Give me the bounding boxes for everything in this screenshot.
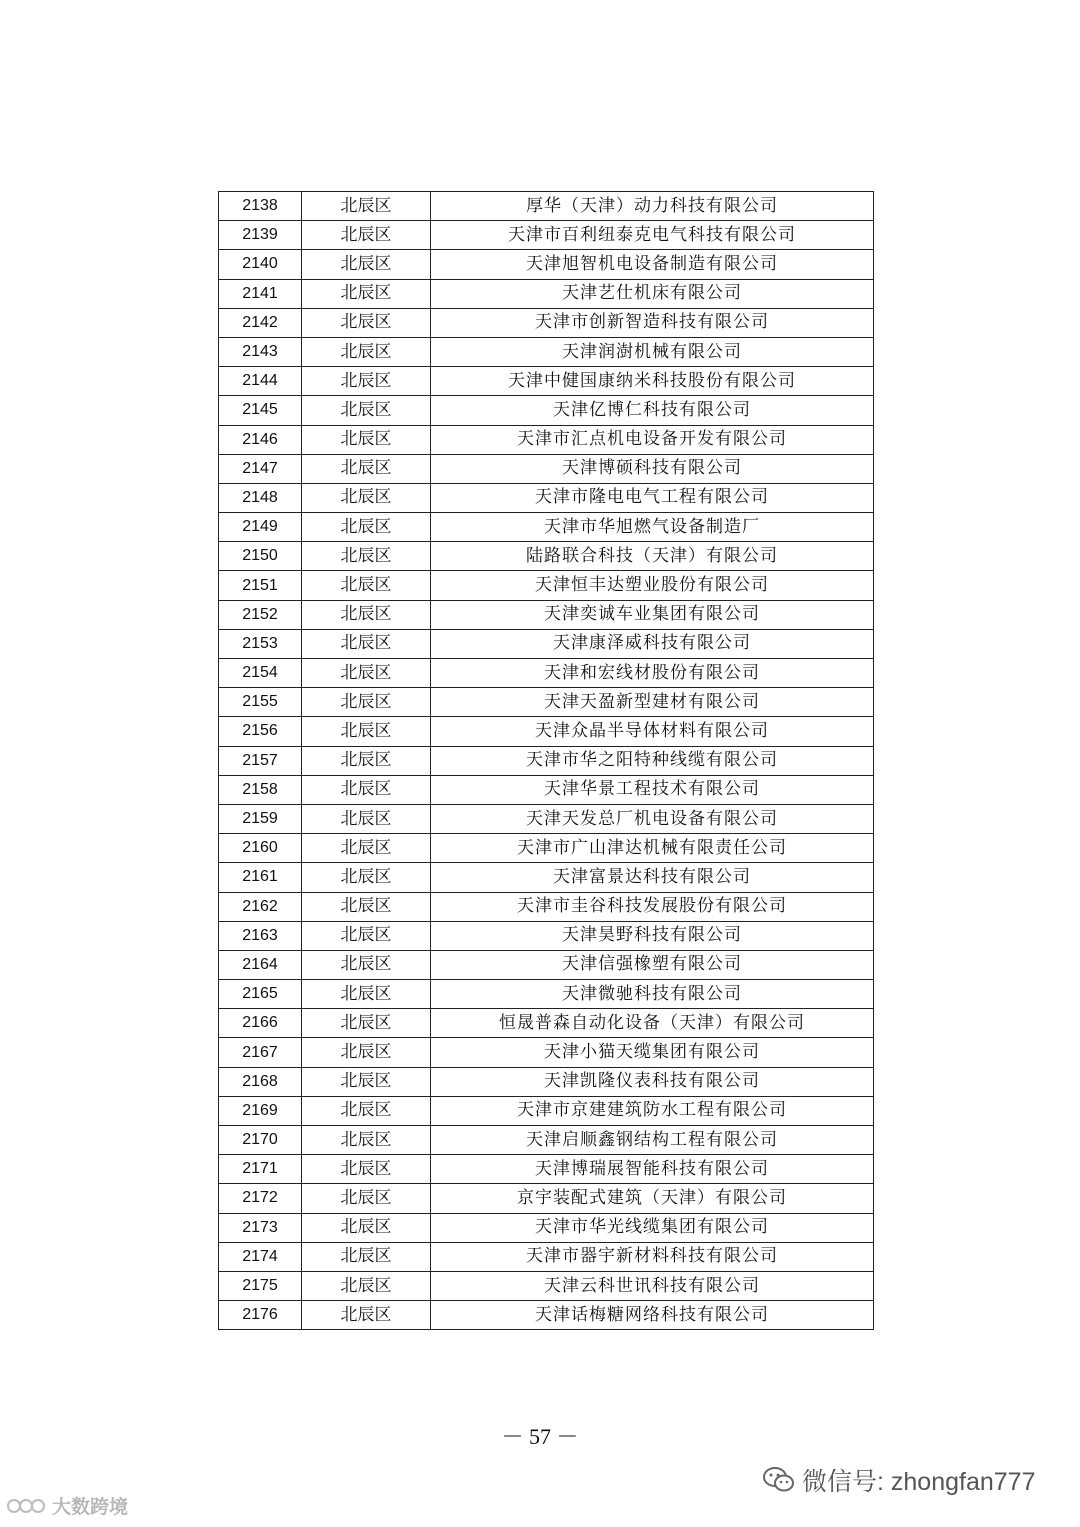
- table-row: [219, 425, 874, 454]
- company-name-cell: 天津中健国康纳米科技股份有限公司: [431, 367, 874, 396]
- table-row: [219, 1155, 874, 1184]
- district-cell: 北辰区: [302, 892, 431, 921]
- table-row: [219, 892, 874, 921]
- row-number-cell: 2166: [219, 1009, 302, 1038]
- district-cell: 北辰区: [302, 483, 431, 512]
- company-name-cell: 天津富景达科技有限公司: [431, 863, 874, 892]
- company-name-cell: 天津市华旭燃气设备制造厂: [431, 513, 874, 542]
- district-cell: 北辰区: [302, 746, 431, 775]
- table-row: [219, 1126, 874, 1155]
- row-number-cell: 2156: [219, 717, 302, 746]
- table-row: [219, 1242, 874, 1271]
- row-number-cell: 2162: [219, 892, 302, 921]
- table-row: [219, 308, 874, 337]
- row-number-cell: 2172: [219, 1184, 302, 1213]
- company-name-cell: 天津微驰科技有限公司: [431, 980, 874, 1009]
- district-cell: 北辰区: [302, 1038, 431, 1067]
- company-name-cell: 天津信强橡塑有限公司: [431, 950, 874, 979]
- row-number-cell: 2152: [219, 600, 302, 629]
- company-name-cell: 天津华景工程技术有限公司: [431, 775, 874, 804]
- district-cell: 北辰区: [302, 396, 431, 425]
- row-number-cell: 2143: [219, 337, 302, 366]
- row-number-cell: 2173: [219, 1213, 302, 1242]
- district-cell: 北辰区: [302, 980, 431, 1009]
- table-row: [219, 1213, 874, 1242]
- district-cell: 北辰区: [302, 1242, 431, 1271]
- row-number-cell: 2147: [219, 454, 302, 483]
- district-cell: 北辰区: [302, 279, 431, 308]
- company-name-cell: 天津旭智机电设备制造有限公司: [431, 250, 874, 279]
- company-name-cell: 天津艺仕机床有限公司: [431, 279, 874, 308]
- row-number-cell: 2146: [219, 425, 302, 454]
- table-row: [219, 659, 874, 688]
- table-row: [219, 513, 874, 542]
- district-cell: 北辰区: [302, 659, 431, 688]
- district-cell: 北辰区: [302, 367, 431, 396]
- company-name-cell: 天津众晶半导体材料有限公司: [431, 717, 874, 746]
- company-name-cell: 天津市创新智造科技有限公司: [431, 308, 874, 337]
- table-row: [219, 250, 874, 279]
- company-name-cell: 天津市器宇新材料科技有限公司: [431, 1242, 874, 1271]
- table-row: [219, 746, 874, 775]
- district-cell: 北辰区: [302, 454, 431, 483]
- district-cell: 北辰区: [302, 337, 431, 366]
- company-name-cell: 天津话梅糖网络科技有限公司: [431, 1301, 874, 1330]
- company-name-cell: 天津奕诚车业集团有限公司: [431, 600, 874, 629]
- row-number-cell: 2144: [219, 367, 302, 396]
- company-name-cell: 天津恒丰达塑业股份有限公司: [431, 571, 874, 600]
- row-number-cell: 2139: [219, 221, 302, 250]
- table-row: [219, 1184, 874, 1213]
- district-cell: 北辰区: [302, 542, 431, 571]
- row-number-cell: 2171: [219, 1155, 302, 1184]
- table-row: [219, 863, 874, 892]
- table-row: [219, 483, 874, 512]
- table-row: [219, 629, 874, 658]
- table-row: [219, 1301, 874, 1330]
- company-name-cell: 天津亿博仁科技有限公司: [431, 396, 874, 425]
- company-name-cell: 天津博瑞展智能科技有限公司: [431, 1155, 874, 1184]
- district-cell: 北辰区: [302, 629, 431, 658]
- company-name-cell: 天津市京建建筑防水工程有限公司: [431, 1096, 874, 1125]
- district-cell: 北辰区: [302, 950, 431, 979]
- company-name-cell: 天津启顺鑫钢结构工程有限公司: [431, 1126, 874, 1155]
- district-cell: 北辰区: [302, 1009, 431, 1038]
- company-name-cell: 天津天盈新型建材有限公司: [431, 688, 874, 717]
- district-cell: 北辰区: [302, 921, 431, 950]
- row-number-cell: 2157: [219, 746, 302, 775]
- company-name-cell: 天津市华之阳特种线缆有限公司: [431, 746, 874, 775]
- row-number-cell: 2142: [219, 308, 302, 337]
- company-name-cell: 天津和宏线材股份有限公司: [431, 659, 874, 688]
- row-number-cell: 2158: [219, 775, 302, 804]
- district-cell: 北辰区: [302, 571, 431, 600]
- table-row: [219, 688, 874, 717]
- company-name-cell: 天津博硕科技有限公司: [431, 454, 874, 483]
- row-number-cell: 2161: [219, 863, 302, 892]
- table-row: [219, 950, 874, 979]
- company-name-cell: 天津云科世讯科技有限公司: [431, 1271, 874, 1300]
- corner-watermark-text: 大数跨境: [52, 1496, 129, 1518]
- company-name-cell: 天津市圭谷科技发展股份有限公司: [431, 892, 874, 921]
- logo-icon: [6, 1495, 48, 1517]
- company-name-cell: 天津昊野科技有限公司: [431, 921, 874, 950]
- district-cell: 北辰区: [302, 775, 431, 804]
- district-cell: 北辰区: [302, 717, 431, 746]
- table-row: [219, 600, 874, 629]
- table-row: [219, 279, 874, 308]
- company-name-cell: 京宇装配式建筑（天津）有限公司: [431, 1184, 874, 1213]
- district-cell: 北辰区: [302, 513, 431, 542]
- district-cell: 北辰区: [302, 1096, 431, 1125]
- row-number-cell: 2176: [219, 1301, 302, 1330]
- district-cell: 北辰区: [302, 1213, 431, 1242]
- district-cell: 北辰区: [302, 834, 431, 863]
- row-number-cell: 2170: [219, 1126, 302, 1155]
- company-name-cell: 厚华（天津）动力科技有限公司: [431, 192, 874, 221]
- district-cell: 北辰区: [302, 688, 431, 717]
- table-row: [219, 542, 874, 571]
- table-row: [219, 1009, 874, 1038]
- district-cell: 北辰区: [302, 1126, 431, 1155]
- table-row: [219, 980, 874, 1009]
- row-number-cell: 2140: [219, 250, 302, 279]
- row-number-cell: 2145: [219, 396, 302, 425]
- row-number-cell: 2138: [219, 192, 302, 221]
- table-row: [219, 804, 874, 833]
- company-name-cell: 天津市华光线缆集团有限公司: [431, 1213, 874, 1242]
- district-cell: 北辰区: [302, 308, 431, 337]
- table-row: [219, 454, 874, 483]
- company-name-cell: 天津润澍机械有限公司: [431, 337, 874, 366]
- row-number-cell: 2155: [219, 688, 302, 717]
- district-cell: 北辰区: [302, 863, 431, 892]
- table-row: [219, 775, 874, 804]
- wechat-watermark: [762, 1460, 1035, 1500]
- row-number-cell: 2153: [219, 629, 302, 658]
- table-row: [219, 921, 874, 950]
- table-row: [219, 571, 874, 600]
- row-number-cell: 2165: [219, 980, 302, 1009]
- company-list-body: [219, 192, 874, 1330]
- row-number-cell: 2148: [219, 483, 302, 512]
- row-number-cell: 2168: [219, 1067, 302, 1096]
- row-number-cell: 2141: [219, 279, 302, 308]
- row-number-cell: 2149: [219, 513, 302, 542]
- table-row: [219, 367, 874, 396]
- page-number: － 57 －: [501, 1424, 579, 1449]
- company-name-cell: 天津市汇点机电设备开发有限公司: [431, 425, 874, 454]
- table-row: [219, 1271, 874, 1300]
- table-row: [219, 1096, 874, 1125]
- district-cell: 北辰区: [302, 425, 431, 454]
- row-number-cell: 2174: [219, 1242, 302, 1271]
- table-row: [219, 192, 874, 221]
- district-cell: 北辰区: [302, 600, 431, 629]
- company-name-cell: 天津小猫天缆集团有限公司: [431, 1038, 874, 1067]
- row-number-cell: 2151: [219, 571, 302, 600]
- district-cell: 北辰区: [302, 804, 431, 833]
- row-number-cell: 2159: [219, 804, 302, 833]
- row-number-cell: 2154: [219, 659, 302, 688]
- row-number-cell: 2163: [219, 921, 302, 950]
- corner-watermark: [6, 1492, 128, 1519]
- table-row: [219, 717, 874, 746]
- table-row: [219, 337, 874, 366]
- company-name-cell: 恒晟普森自动化设备（天津）有限公司: [431, 1009, 874, 1038]
- row-number-cell: 2150: [219, 542, 302, 571]
- district-cell: 北辰区: [302, 1301, 431, 1330]
- company-list-table: [218, 191, 874, 1330]
- company-name-cell: 天津市隆电电气工程有限公司: [431, 483, 874, 512]
- company-name-cell: 天津市广山津达机械有限责任公司: [431, 834, 874, 863]
- wechat-id-text: 微信号: zhongfan777: [802, 1468, 1036, 1496]
- row-number-cell: 2164: [219, 950, 302, 979]
- table-row: [219, 1067, 874, 1096]
- company-name-cell: 天津市百利纽泰克电气科技有限公司: [431, 221, 874, 250]
- district-cell: 北辰区: [302, 192, 431, 221]
- table-row: [219, 1038, 874, 1067]
- district-cell: 北辰区: [302, 1184, 431, 1213]
- table-row: [219, 834, 874, 863]
- row-number-cell: 2175: [219, 1271, 302, 1300]
- company-name-cell: 天津天发总厂机电设备有限公司: [431, 804, 874, 833]
- table-row: [219, 396, 874, 425]
- table-row: [219, 221, 874, 250]
- wechat-icon: [762, 1465, 796, 1495]
- district-cell: 北辰区: [302, 250, 431, 279]
- district-cell: 北辰区: [302, 221, 431, 250]
- company-name-cell: 陆路联合科技（天津）有限公司: [431, 542, 874, 571]
- company-name-cell: 天津凯隆仪表科技有限公司: [431, 1067, 874, 1096]
- row-number-cell: 2169: [219, 1096, 302, 1125]
- district-cell: 北辰区: [302, 1067, 431, 1096]
- row-number-cell: 2160: [219, 834, 302, 863]
- company-name-cell: 天津康泽威科技有限公司: [431, 629, 874, 658]
- district-cell: 北辰区: [302, 1271, 431, 1300]
- district-cell: 北辰区: [302, 1155, 431, 1184]
- row-number-cell: 2167: [219, 1038, 302, 1067]
